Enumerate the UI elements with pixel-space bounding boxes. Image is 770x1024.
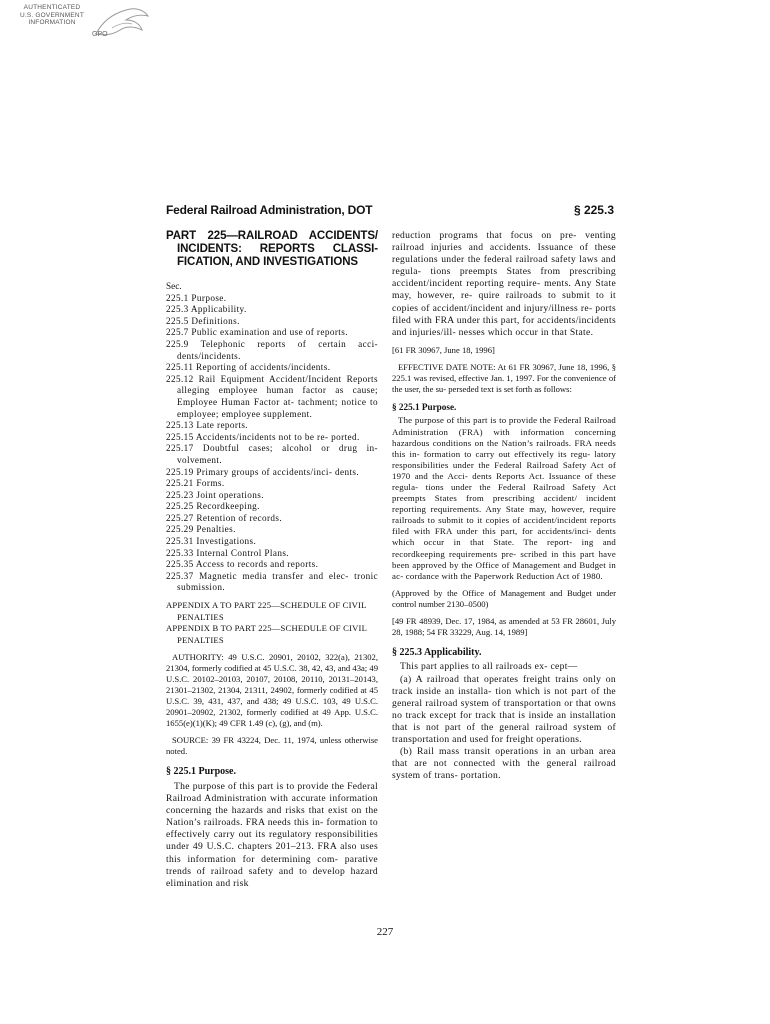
toc-item: 225.9 Telephonic reports of certain acci- dents/incidents.	[166, 338, 378, 361]
toc-item: 225.11 Reporting of accidents/incidents.	[166, 362, 331, 373]
toc-item: 225.19 Primary groups of accidents/inci- dents.	[166, 466, 360, 477]
seal-text: AUTHENTICATED U.S. GOVERNMENT INFORMATION	[19, 4, 85, 26]
toc-item: 225.23 Joint operations.	[166, 489, 264, 500]
running-header	[166, 203, 614, 221]
section-number: § 225.3	[573, 203, 614, 217]
applicability-heading: § 225.3 Applicability.	[392, 646, 482, 658]
superseded-heading: § 225.1 Purpose.	[392, 401, 457, 412]
appendix-b-entry: APPENDIX B TO PART 225—SCHEDULE OF CIVIL PENALTIES	[166, 623, 367, 645]
toc-item: 225.25 Recordkeeping.	[166, 501, 260, 512]
page-number: 227	[376, 926, 394, 938]
toc-item: 225.7 Public examination and use of reports.	[166, 327, 348, 338]
superseded-paragraph: The purpose of this part is to provide the Federal Railroad Administration (FRA) with information concerning hazardous conditions on the Nation’s railroads. FRA needs this in- formation to carry out effectively its regu- latory responsibilities under the Federal Railroad Safety Act of 1970 and the Acci- dents Reports Act. Issuance of these regula- tions under the Federal Railroad Safety Act preempts States from prescribing accident/ incident reporting requirements. Any State may, however, require railroads to submit to it copies of accident/incident reports filed with FRA under this part, for accidents/inci- dents which occur in that State. The report- ing and recordkeeping requirements pre- scribed in this part have been approved by the Office of Management and Budget in ac- cordance with the Paperwork Reduction Act of 1980.	[392, 415, 616, 581]
toc-item: 225.5 Definitions.	[166, 315, 240, 326]
purpose-paragraph: The purpose of this part is to provide the Federal Railroad Administration with accurate information concerning the hazards and risks that exist on the Nation’s railroads. FRA needs this in- formation to effectively carry out its regulatory responsibilities under 49 U.S.C. chapters 201–213. FRA also uses this information for determining com- parative trends of railroad safety and to develop hazard elimination and risk	[166, 781, 378, 889]
eagle-icon	[92, 4, 152, 44]
purpose-heading: § 225.1 Purpose.	[166, 766, 236, 778]
toc-item: 225.29 Penalties.	[166, 524, 236, 535]
applicability-paragraph-a: (a) A railroad that operates freight trains only on track inside an installa- tion which is not part of the general railroad system of transportation or that owns no track except for track that is inside an installation that is not part of the general railroad system of transportation and used for freight operations.	[392, 673, 616, 745]
toc-item: 225.31 Investigations.	[166, 536, 257, 547]
right-column	[392, 230, 616, 782]
toc-item: 225.13 Late reports.	[166, 420, 248, 431]
toc-item: 225.1 Purpose.	[166, 292, 227, 303]
agency-title: Federal Railroad Administration, DOT	[166, 203, 373, 217]
effective-date-note: EFFECTIVE DATE NOTE: At 61 FR 30967, June 18, 1996, § 225.1 was revised, effective Jan. 1, 1997. For the convenience of the user, the su- perseded text is set forth as follows:	[392, 361, 616, 394]
left-column	[166, 230, 378, 890]
toc-item: 225.37 Magnetic media transfer and elec- tronic submission.	[166, 570, 378, 593]
omb-approval-note: (Approved by the Office of Management and Budget under control number 2130–0500)	[392, 587, 616, 609]
toc-item: 225.21 Forms.	[166, 478, 225, 489]
toc-item: 225.15 Accidents/incidents not to be re- ported.	[166, 431, 360, 442]
citation-2: [49 FR 48939, Dec. 17, 1984, as amended at 53 FR 28601, July 28, 1988; 54 FR 33229, Aug. 14, 1989]	[392, 615, 616, 637]
toc-item: 225.17 Doubtful cases; alcohol or drug in- volvement.	[166, 443, 378, 465]
part-title: PART 225—RAILROAD ACCIDENTS/ INCIDENTS: REPORTS CLASSI- FICATION, AND INVESTIGATIONS	[166, 230, 378, 268]
toc-item: 225.12 Rail Equipment Accident/Incident Reports alleging employee human factor as cause; Employee Human Factor at- tachment; notice to employee; employee supplement.	[166, 373, 378, 419]
toc-item: 225.27 Retention of records.	[166, 512, 283, 523]
table-of-contents	[166, 293, 378, 594]
toc-item: 225.33 Internal Control Plans.	[166, 547, 290, 558]
seal-gpo-label: GPO	[92, 31, 108, 38]
toc-item: 225.3 Applicability.	[166, 304, 247, 315]
sec-label: Sec.	[166, 281, 182, 291]
gpo-authentication-seal	[10, 4, 140, 50]
source-note: SOURCE: 39 FR 43224, Dec. 11, 1974, unless otherwise noted.	[166, 735, 378, 757]
authority-note: AUTHORITY: 49 U.S.C. 20901, 20102, 322(a), 21302, 21304, formerly codified at 45 U.S.C. 38, 42, 43, and 43a; 49 U.S.C. 20102–20103, 20107, 20108, 20110, 20131–20143, 21301–21302, 21304, 21311, 24902, formerly codified at 45 U.S.C. 39, 431, 437, and 438; 49 U.S.C. 103, 49 U.S.C. 20901–20902, 21302, formerly codified at 49 App. U.S.C. 1655(e)(1)(K); 49 CFR 1.49 (c), (g), and (m).	[166, 652, 378, 729]
toc-item: 225.35 Access to records and reports.	[166, 559, 319, 570]
applicability-intro: This part applies to all railroads ex- cept—	[400, 661, 578, 673]
appendix-a-entry: APPENDIX A TO PART 225—SCHEDULE OF CIVIL PENALTIES	[166, 600, 367, 622]
applicability-paragraph-b: (b) Rail mass transit operations in an urban area that are not connected with the general railroad system of trans- portation.	[392, 746, 616, 782]
purpose-continuation: reduction programs that focus on pre- venting railroad injuries and accidents. Issuance of these regulations under the federal railroad safety laws and regula- tions preempts States from prescribing accident/incident reporting require- ments. Any State may, however, re- quire railroads to submit to it copies of accident/incident and injury/illness re- ports filed with FRA under this part, for accidents/incidents and injuries/ill- nesses which occur in that State.	[392, 230, 616, 338]
citation-1: [61 FR 30967, June 18, 1996]	[392, 344, 495, 355]
